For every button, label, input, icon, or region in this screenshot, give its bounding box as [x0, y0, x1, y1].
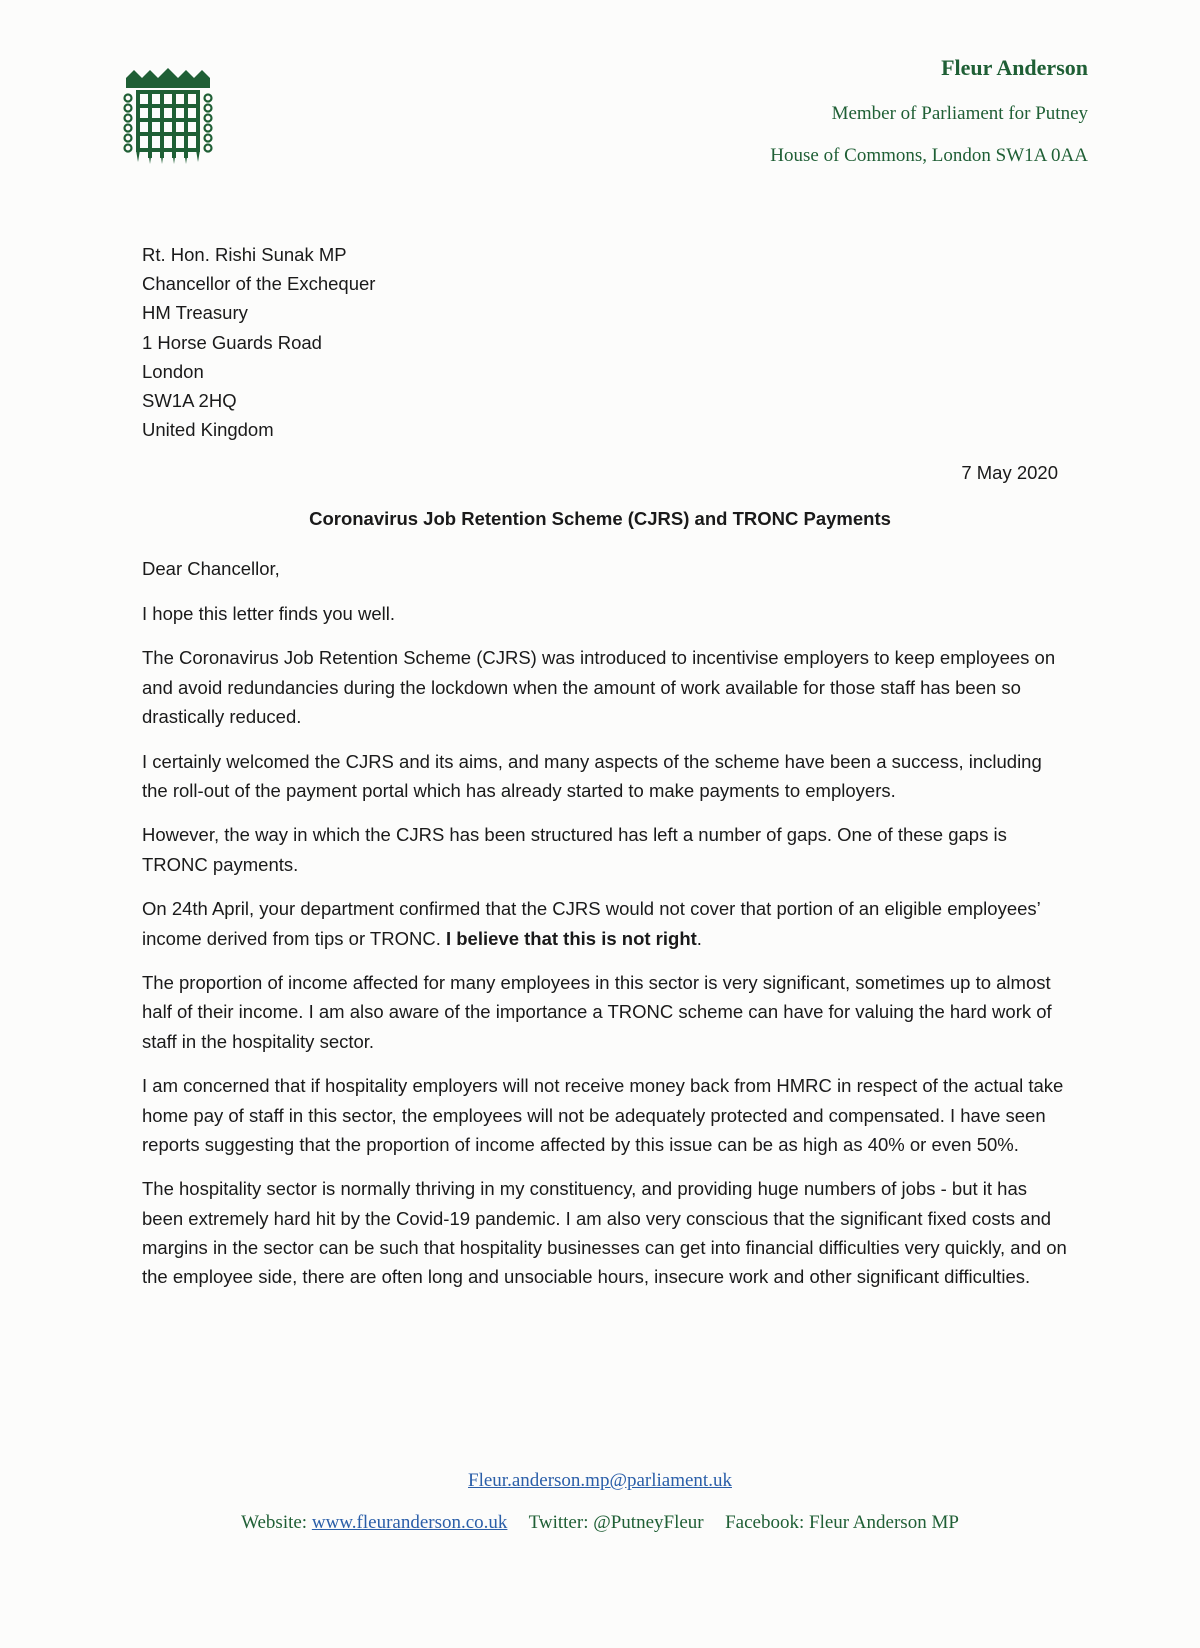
salutation: Dear Chancellor, [142, 558, 280, 579]
paragraph: However, the way in which the CJRS has been structured has left a number of gaps. One of these gaps is TRONC payments. [142, 824, 1007, 875]
emphasis-text: I believe that this is not right [445, 927, 697, 949]
facebook-page: Facebook: Fleur Anderson MP [725, 1512, 959, 1533]
mp-address: House of Commons, London SW1A 0AA [770, 145, 1088, 166]
paragraph: The hospitality sector is normally thriving in my constituency, and providing huge numbers of jobs - but it has been extremely hard hit by the Covid-19 pandemic. I am also very conscious that the significant fixed costs and margins in the sector can be such that hospitality businesses can get into financial difficulties very quickly, and on the employee side, there are often long and unsociable hours, insecure work and other significant difficulties. [142, 1178, 1067, 1288]
twitter-handle: Twitter: @PutneyFleur [528, 1512, 704, 1533]
recipient-line: London [142, 360, 204, 382]
letter-body [142, 554, 1072, 1307]
paragraph: The proportion of income affected for many employees in this sector is very significant, sometimes up to almost half of their income. I am also aware of the importance a TRONC scheme can have for valuing the hard work of staff in the hospitality sector. [142, 972, 1052, 1052]
letter-subject: Coronavirus Job Retention Scheme (CJRS) and TRONC Payments [309, 508, 891, 529]
paragraph-text: . [696, 927, 702, 949]
paragraph [142, 894, 1072, 952]
recipient-line: Chancellor of the Exchequer [142, 273, 376, 295]
recipient-line: HM Treasury [142, 302, 248, 324]
recipient-line: Rt. Hon. Rishi Sunak MP [142, 244, 347, 265]
paragraph: I hope this letter finds you well. [142, 602, 395, 624]
paragraph-text: On 24th April, your department confirmed that the CJRS would not cover that portion of an eligible employees’ income derived from tips or TRONC. [142, 898, 1041, 949]
paragraph: The Coronavirus Job Retention Scheme (CJRS) was introduced to incentivise employers to keep employees on and avoid redundancies during the lockdown when the amount of work available for those staff has been so drastically reduced. [142, 647, 1056, 727]
recipient-line: United Kingdom [142, 419, 274, 441]
recipient-address [142, 240, 375, 444]
website-link[interactable]: www.fleuranderson.co.uk [311, 1512, 508, 1533]
letter-date: 7 May 2020 [961, 462, 1058, 483]
email-link[interactable]: Fleur.anderson.mp@parliament.uk [468, 1470, 732, 1491]
recipient-line: 1 Horse Guards Road [142, 331, 322, 353]
mp-name: Fleur Anderson [941, 55, 1088, 80]
footer-contact-row [0, 1512, 1200, 1534]
portcullis-icon [122, 66, 214, 166]
mp-role: Member of Parliament for Putney [831, 103, 1088, 124]
paragraph: I am concerned that if hospitality employers will not receive money back from HMRC in respect of the actual take home pay of staff in this sector, the employees will not be adequately protected and compensated. I have seen reports suggesting that the proportion of income affected by this issue can be as high as 40% or even 50%. [142, 1075, 1064, 1155]
recipient-line: SW1A 2HQ [142, 390, 237, 412]
website-label: Website: [241, 1512, 308, 1533]
paragraph: I certainly welcomed the CJRS and its aims, and many aspects of the scheme have been a success, including the roll-out of the payment portal which has already started to make payments to employers. [142, 750, 1042, 801]
footer-email-row [0, 1470, 1200, 1492]
letterhead [770, 52, 1088, 168]
